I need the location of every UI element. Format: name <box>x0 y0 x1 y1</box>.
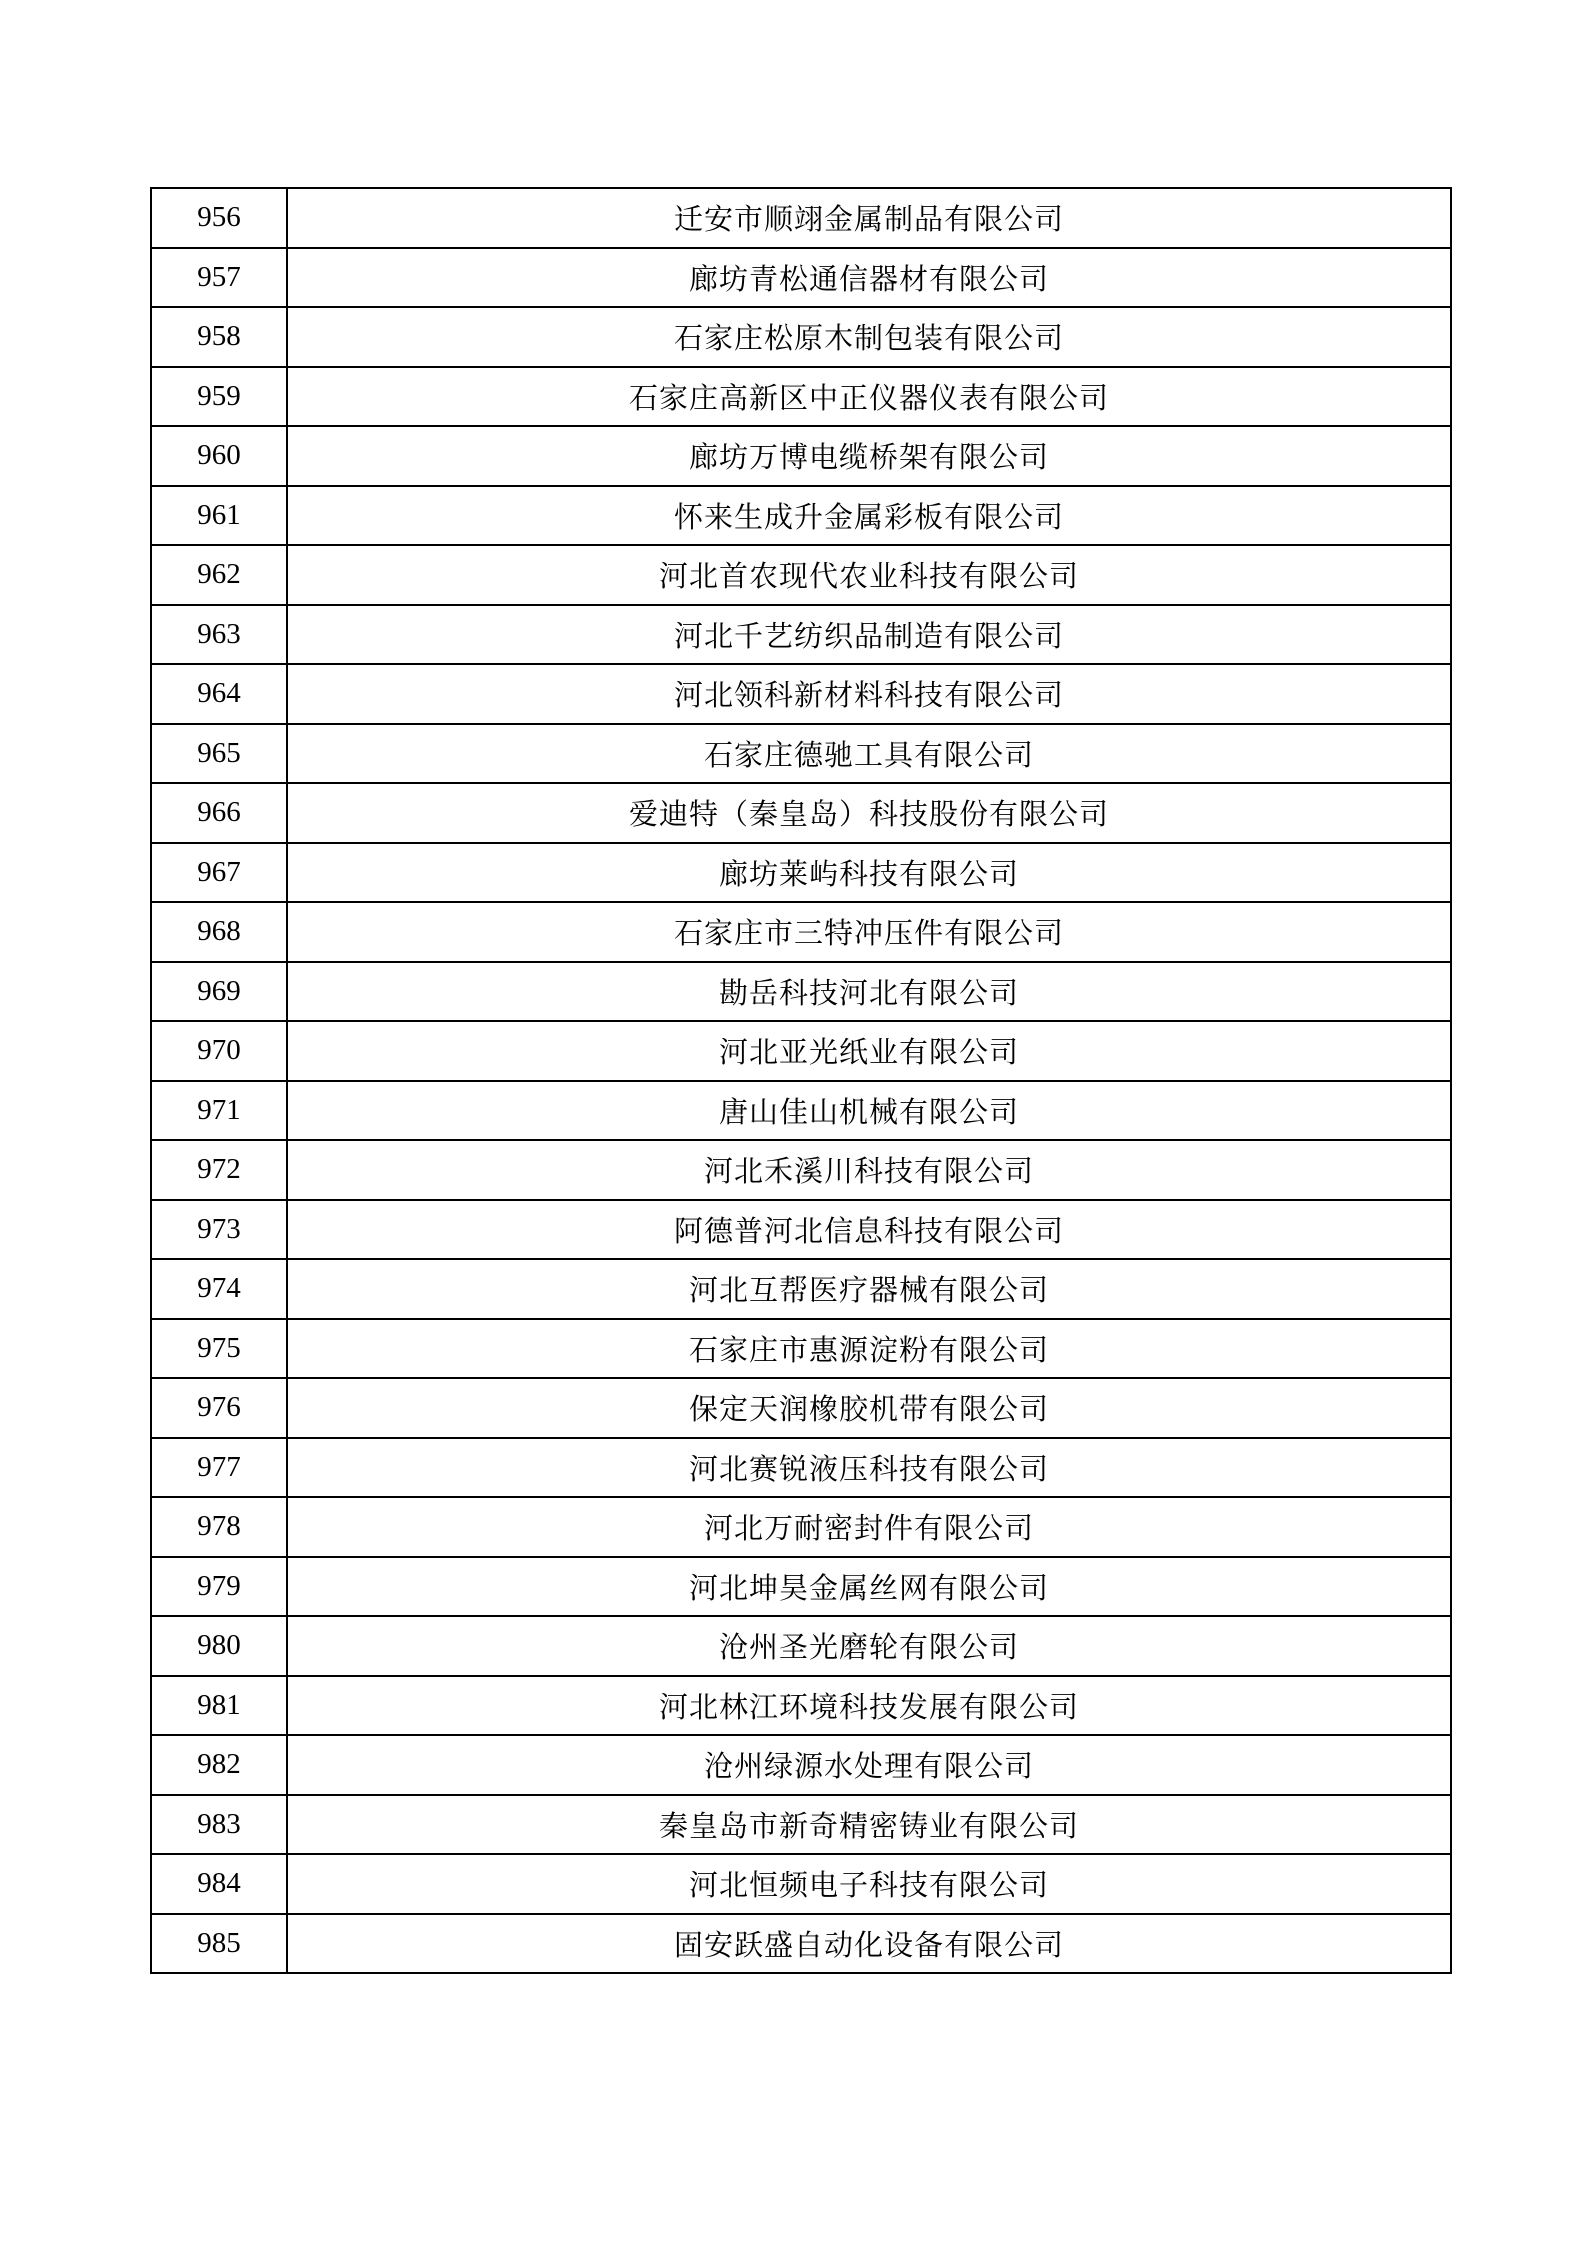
row-number: 965 <box>151 724 287 784</box>
row-number: 984 <box>151 1854 287 1914</box>
row-number: 972 <box>151 1140 287 1200</box>
company-name: 爱迪特（秦皇岛）科技股份有限公司 <box>287 783 1451 843</box>
row-number: 959 <box>151 367 287 427</box>
row-number: 977 <box>151 1438 287 1498</box>
company-name: 河北互帮医疗器械有限公司 <box>287 1259 1451 1319</box>
company-name: 河北林江环境科技发展有限公司 <box>287 1676 1451 1736</box>
company-name: 保定天润橡胶机带有限公司 <box>287 1378 1451 1438</box>
table-row <box>151 1259 1451 1319</box>
table-row <box>151 1497 1451 1557</box>
row-number: 978 <box>151 1497 287 1557</box>
table-row <box>151 1319 1451 1379</box>
company-name: 勘岳科技河北有限公司 <box>287 962 1451 1022</box>
row-number: 975 <box>151 1319 287 1379</box>
table-row <box>151 902 1451 962</box>
table-row <box>151 1557 1451 1617</box>
row-number: 973 <box>151 1200 287 1260</box>
company-name: 沧州绿源水处理有限公司 <box>287 1735 1451 1795</box>
row-number: 966 <box>151 783 287 843</box>
row-number: 974 <box>151 1259 287 1319</box>
row-number: 968 <box>151 902 287 962</box>
company-name: 河北千艺纺织品制造有限公司 <box>287 605 1451 665</box>
row-number: 956 <box>151 188 287 248</box>
company-name: 迁安市顺翊金属制品有限公司 <box>287 188 1451 248</box>
company-name: 唐山佳山机械有限公司 <box>287 1081 1451 1141</box>
table-row <box>151 486 1451 546</box>
table-row <box>151 664 1451 724</box>
row-number: 969 <box>151 962 287 1022</box>
row-number: 982 <box>151 1735 287 1795</box>
table-row <box>151 1854 1451 1914</box>
table-row <box>151 1200 1451 1260</box>
table-row <box>151 188 1451 248</box>
table-row <box>151 843 1451 903</box>
company-name: 河北禾溪川科技有限公司 <box>287 1140 1451 1200</box>
row-number: 960 <box>151 426 287 486</box>
table-row <box>151 307 1451 367</box>
table-row <box>151 783 1451 843</box>
company-name: 怀来生成升金属彩板有限公司 <box>287 486 1451 546</box>
company-name: 河北领科新材料科技有限公司 <box>287 664 1451 724</box>
table-row <box>151 1021 1451 1081</box>
row-number: 963 <box>151 605 287 665</box>
company-name: 廊坊万博电缆桥架有限公司 <box>287 426 1451 486</box>
row-number: 970 <box>151 1021 287 1081</box>
company-name: 河北恒频电子科技有限公司 <box>287 1854 1451 1914</box>
company-name: 石家庄松原木制包装有限公司 <box>287 307 1451 367</box>
table-row <box>151 1676 1451 1736</box>
table-row <box>151 605 1451 665</box>
table-row <box>151 1378 1451 1438</box>
row-number: 957 <box>151 248 287 308</box>
row-number: 971 <box>151 1081 287 1141</box>
table-row <box>151 426 1451 486</box>
row-number: 983 <box>151 1795 287 1855</box>
table-row <box>151 724 1451 784</box>
table-body <box>151 188 1451 1973</box>
row-number: 980 <box>151 1616 287 1676</box>
row-number: 976 <box>151 1378 287 1438</box>
row-number: 979 <box>151 1557 287 1617</box>
table-row <box>151 1914 1451 1974</box>
row-number: 961 <box>151 486 287 546</box>
company-name: 河北赛锐液压科技有限公司 <box>287 1438 1451 1498</box>
table-row <box>151 545 1451 605</box>
company-name: 石家庄高新区中正仪器仪表有限公司 <box>287 367 1451 427</box>
company-name: 河北首农现代农业科技有限公司 <box>287 545 1451 605</box>
company-name: 阿德普河北信息科技有限公司 <box>287 1200 1451 1260</box>
company-name: 河北坤昊金属丝网有限公司 <box>287 1557 1451 1617</box>
table-row <box>151 1735 1451 1795</box>
table-row <box>151 248 1451 308</box>
table-row <box>151 367 1451 427</box>
company-list-table <box>150 187 1452 1974</box>
company-name: 固安跃盛自动化设备有限公司 <box>287 1914 1451 1974</box>
company-name: 秦皇岛市新奇精密铸业有限公司 <box>287 1795 1451 1855</box>
row-number: 962 <box>151 545 287 605</box>
row-number: 964 <box>151 664 287 724</box>
company-name: 廊坊莱屿科技有限公司 <box>287 843 1451 903</box>
company-name: 河北亚光纸业有限公司 <box>287 1021 1451 1081</box>
row-number: 981 <box>151 1676 287 1736</box>
table-row <box>151 1616 1451 1676</box>
company-name: 廊坊青松通信器材有限公司 <box>287 248 1451 308</box>
company-name: 石家庄市惠源淀粉有限公司 <box>287 1319 1451 1379</box>
company-name: 石家庄德驰工具有限公司 <box>287 724 1451 784</box>
table-row <box>151 1438 1451 1498</box>
table-row <box>151 1795 1451 1855</box>
table-row <box>151 1081 1451 1141</box>
row-number: 958 <box>151 307 287 367</box>
table-row <box>151 1140 1451 1200</box>
company-name: 石家庄市三特冲压件有限公司 <box>287 902 1451 962</box>
row-number: 967 <box>151 843 287 903</box>
row-number: 985 <box>151 1914 287 1974</box>
company-name: 沧州圣光磨轮有限公司 <box>287 1616 1451 1676</box>
company-name: 河北万耐密封件有限公司 <box>287 1497 1451 1557</box>
table-row <box>151 962 1451 1022</box>
